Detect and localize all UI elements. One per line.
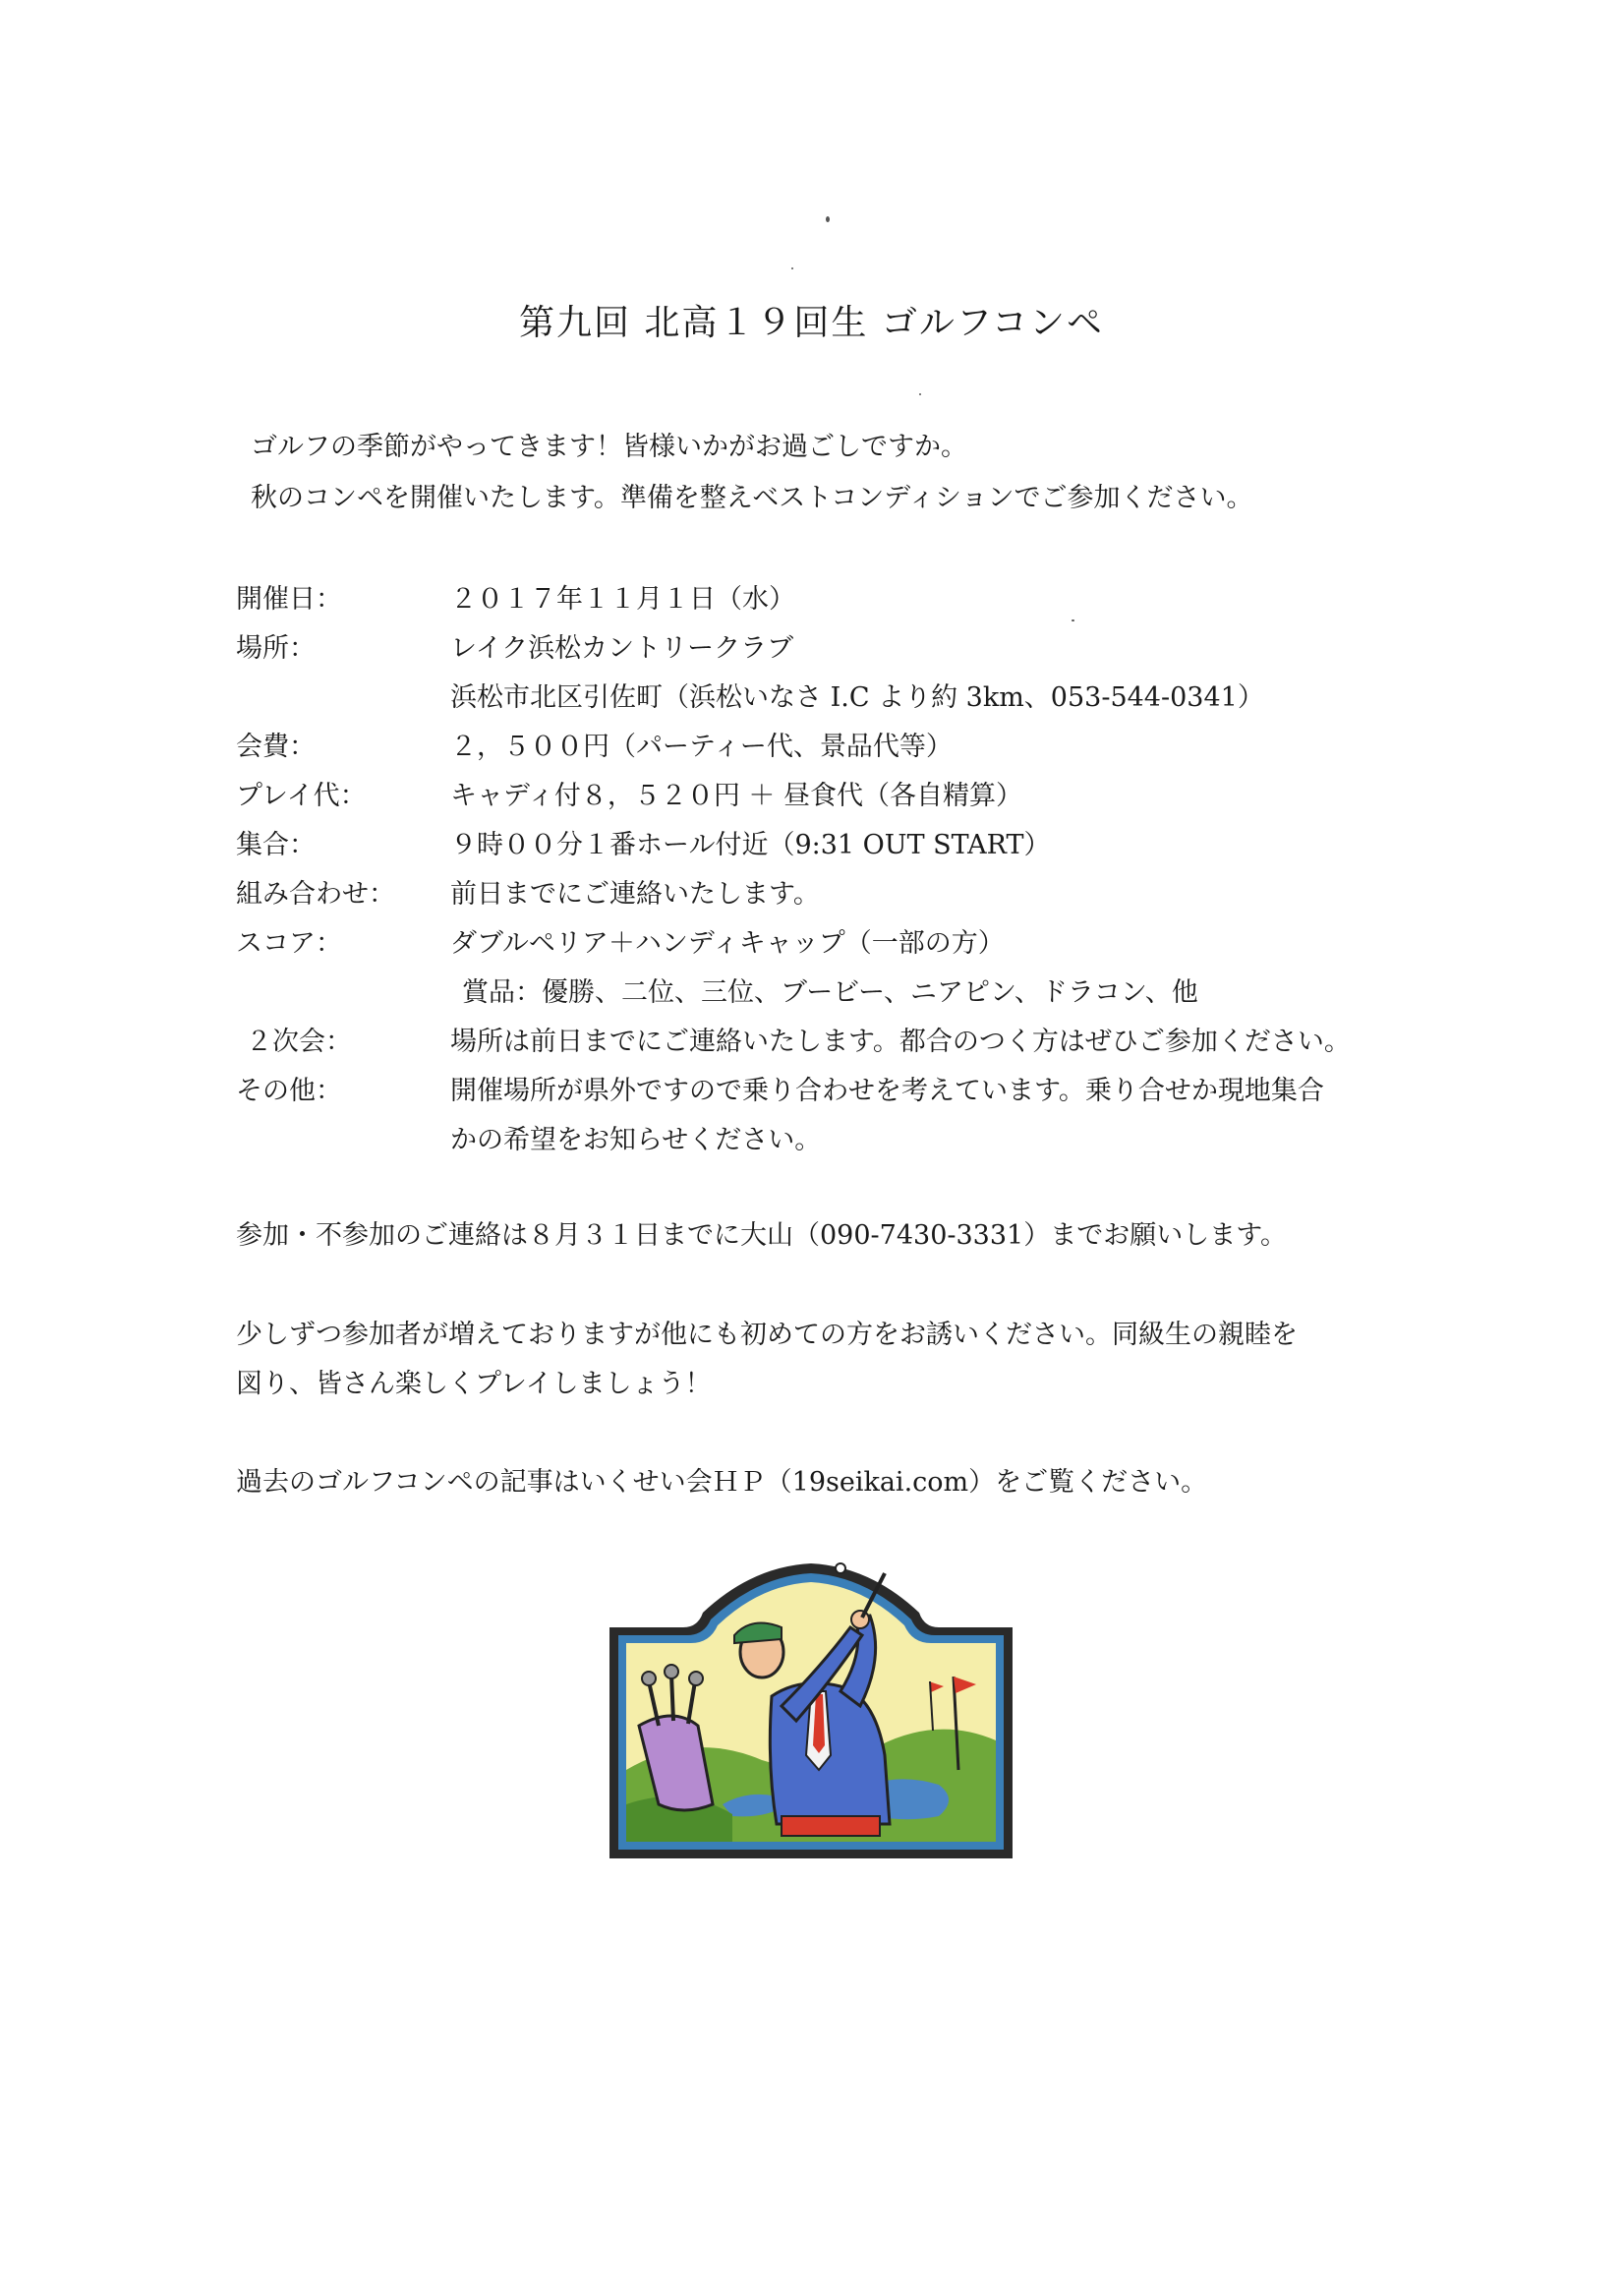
detail-value-play-fee: キャディ付８，５２０円 ＋ 昼食代（各自精算） xyxy=(450,781,1023,811)
detail-value-meeting: ９時００分１番ホール付近（9:31 OUT START） xyxy=(450,830,1051,860)
detail-label-venue: 場所： xyxy=(236,633,316,664)
detail-value-prizes: 賞品：優勝、二位、三位、ブービー、ニアピン、ドラコン、他 xyxy=(462,977,1198,1008)
contact-paragraph: 参加・不参加のご連絡は８月３１日までに大山（090-7430-3331）までお願いします。 xyxy=(236,1220,1288,1251)
detail-label-date: 開催日： xyxy=(236,584,342,615)
detail-label-fee: 会費： xyxy=(236,732,316,762)
detail-label-play-fee: プレイ代： xyxy=(236,781,367,811)
invite-line: 図り、皆さん楽しくプレイしましょう！ xyxy=(236,1369,712,1399)
scan-speck xyxy=(826,216,830,222)
detail-label-other: その他： xyxy=(236,1076,342,1106)
detail-value-venue: レイク浜松カントリークラブ xyxy=(450,633,794,664)
detail-label-score: スコア： xyxy=(236,928,342,959)
detail-value-score: ダブルペリア＋ハンディキャップ（一部の方） xyxy=(450,928,1005,959)
detail-value-other-cont: かの希望をお知らせください。 xyxy=(450,1125,822,1155)
golfer-illustration xyxy=(605,1559,1017,1863)
detail-value-after-party: 場所は前日までにご連絡いたします。都合のつく方はぜひご参加ください。 xyxy=(450,1027,1351,1057)
scan-speck xyxy=(919,393,921,395)
invite-line: 少しずつ参加者が増えておりますが他にも初めての方をお誘いください。同級生の親睦を xyxy=(236,1320,1298,1350)
detail-label-pairing: 組み合わせ： xyxy=(236,879,395,910)
past-articles-line: 過去のゴルフコンペの記事はいくせい会ＨＰ（19seikai.com）をご覧ください。 xyxy=(236,1467,1208,1498)
scan-speck xyxy=(1072,619,1074,621)
intro-line: ゴルフの季節がやってきます！皆様いかがお過ごしですか。 xyxy=(251,432,967,462)
detail-value-date: ２０１７年１１月１日（水） xyxy=(450,584,795,615)
detail-label-after-party: ２次会： xyxy=(246,1027,352,1057)
page-title: 第九回 北高１９回生 ゴルフコンペ xyxy=(518,303,1105,343)
detail-value-other: 開催場所が県外ですので乗り合わせを考えています。乗り合せか現地集合 xyxy=(450,1076,1324,1106)
intro-line: 秋のコンペを開催いたします。準備を整えベストコンディションでご参加ください。 xyxy=(251,483,1253,513)
scan-speck xyxy=(791,267,793,269)
detail-label-meeting: 集合： xyxy=(236,830,316,860)
detail-value-address: 浜松市北区引佐町（浜松いなさ I.C より約 3km、053-544-0341） xyxy=(450,682,1264,713)
detail-value-fee: ２，５００円（パーティー代、景品代等） xyxy=(450,732,953,762)
detail-value-pairing: 前日までにご連絡いたします。 xyxy=(450,879,820,910)
